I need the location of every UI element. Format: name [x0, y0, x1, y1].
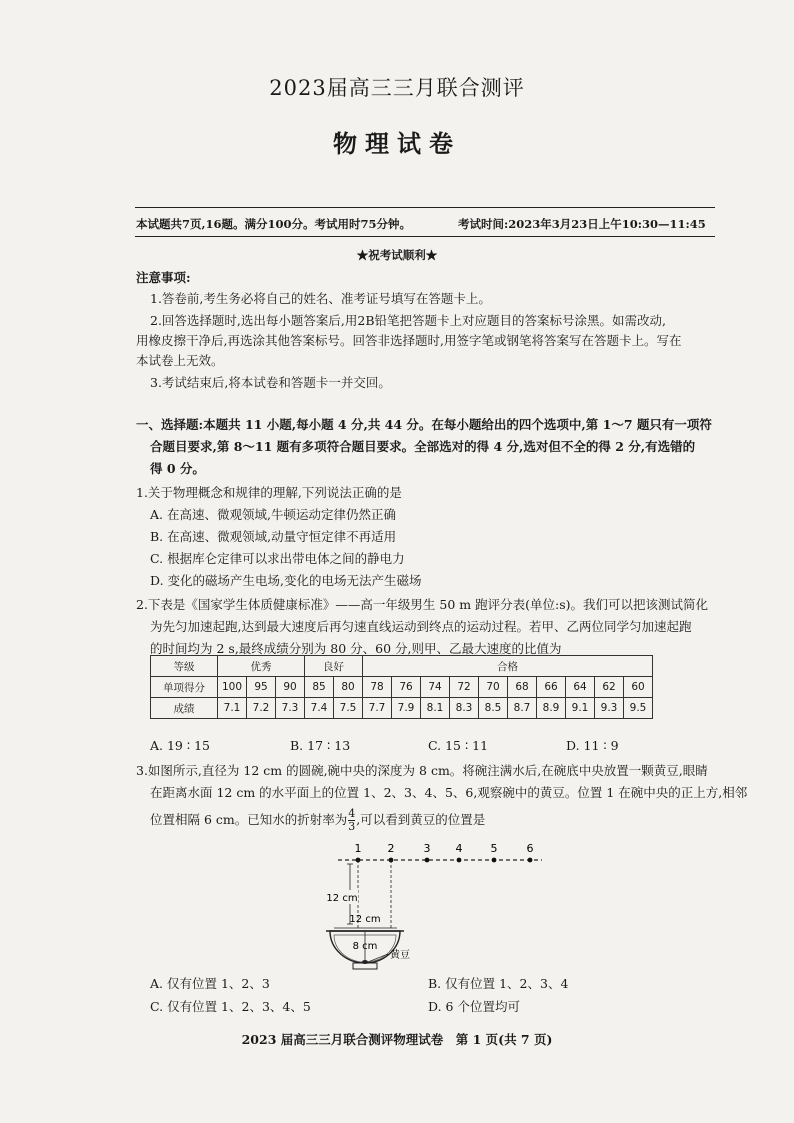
table-cell: 7.9 — [392, 698, 421, 719]
table-cell: 7.5 — [334, 698, 363, 719]
position-label: 1 — [354, 842, 362, 855]
exam-info: 本试题共7页,16题。满分100分。考试用时75分钟。 — [136, 217, 412, 231]
exam-subtitle: 物理试卷 — [333, 129, 461, 158]
table-cell: 66 — [537, 677, 566, 698]
notice-item: 1.答卷前,考生务必将自己的姓名、准考证号填写在答题卡上。 — [150, 291, 491, 306]
table-cell: 70 — [479, 677, 508, 698]
section-heading: 一、选择题:本题共 11 小题,每小题 4 分,共 44 分。在每小题给出的四个选项中,第 1～7 题只有一项符 — [136, 417, 712, 432]
table-cell: 78 — [363, 677, 392, 698]
table-cell: 74 — [421, 677, 450, 698]
exam-title: 2023届高三三月联合测评 — [269, 76, 525, 100]
q3-option-d: D. 6 个位置均可 — [428, 999, 520, 1014]
height-label: 12 cm — [326, 893, 358, 904]
table-cell: 8.5 — [479, 698, 508, 719]
q3-stem-cont — [150, 808, 485, 833]
table-cell: 60 — [624, 677, 653, 698]
bean-icon — [362, 960, 368, 964]
notice-item: 本试卷上无效。 — [136, 353, 224, 368]
q3-option-c: C. 仅有位置 1、2、3、4、5 — [150, 999, 311, 1014]
info-rule — [135, 236, 715, 237]
q1-option-b: B. 在高速、微观领域,动量守恒定律不再适用 — [150, 529, 397, 544]
table-cell: 8.9 — [537, 698, 566, 719]
exam-time: 考试时间:2023年3月23日上午10:30—11:45 — [458, 217, 706, 231]
table-cell: 80 — [334, 677, 363, 698]
fraction-numerator: 4 — [348, 807, 356, 820]
table-cell: 62 — [595, 677, 624, 698]
bowl-diagram — [320, 838, 550, 973]
table-cell: 100 — [218, 677, 247, 698]
position-dot — [528, 858, 533, 863]
table-cell: 7.4 — [305, 698, 334, 719]
position-label: 2 — [387, 842, 395, 855]
table-cell: 64 — [566, 677, 595, 698]
table-cell: 68 — [508, 677, 537, 698]
good-luck-banner: ★祝考试顺利★ — [356, 248, 438, 262]
width-label: 12 cm — [349, 914, 381, 925]
table-cell: 72 — [450, 677, 479, 698]
q1-option-a: A. 在高速、微观领域,牛顿运动定律仍然正确 — [150, 507, 396, 522]
q3-stem-cont: 在距离水面 12 cm 的水平面上的位置 1、2、3、4、5、6,观察碗中的黄豆。位置 1 在碗中央的正上方,相邻 — [150, 785, 748, 800]
fraction-denominator: 3 — [348, 820, 356, 833]
q2-stem: 2.下表是《国家学生体质健康标准》——高一年级男生 50 m 跑评分表(单位:s)。我们可以把该测试简化 — [136, 597, 708, 612]
q3-stem-text: ,可以看到黄豆的位置是 — [356, 812, 486, 827]
table-cell: 9.3 — [595, 698, 624, 719]
table-cell: 90 — [276, 677, 305, 698]
section-heading-cont: 得 0 分。 — [150, 461, 205, 476]
q2-stem-cont: 为先匀加速起跑,达到最大速度后再匀速直线运动到终点的运动过程。若甲、乙两位同学匀加速起跑 — [150, 619, 692, 634]
notice-heading: 注意事项: — [136, 270, 191, 285]
q2-stem-cont: 的时间均为 2 s,最终成绩分别为 80 分、60 分,则甲、乙最大速度的比值为 — [150, 641, 562, 656]
table-row — [151, 698, 653, 719]
table-cell: 8.7 — [508, 698, 537, 719]
table-cell: 合格 — [363, 656, 653, 677]
q3-option-b: B. 仅有位置 1、2、3、4 — [428, 976, 569, 991]
table-cell: 7.7 — [363, 698, 392, 719]
table-cell: 7.1 — [218, 698, 247, 719]
q1-option-d: D. 变化的磁场产生电场,变化的电场无法产生磁场 — [150, 573, 422, 588]
position-dot — [457, 858, 462, 863]
top-rule — [135, 207, 715, 208]
q2-option-b: B. 17 ∶ 13 — [290, 738, 351, 753]
table-cell: 9.1 — [566, 698, 595, 719]
grade-table — [150, 655, 653, 719]
bean-label: 黄豆 — [390, 950, 410, 961]
q3-option-a: A. 仅有位置 1、2、3 — [150, 976, 270, 991]
position-label: 4 — [455, 842, 463, 855]
position-label: 3 — [423, 842, 431, 855]
position-label: 6 — [526, 842, 534, 855]
table-cell: 8.3 — [450, 698, 479, 719]
table-cell: 优秀 — [218, 656, 305, 677]
q2-option-c: C. 15 ∶ 11 — [428, 738, 489, 753]
table-cell: 7.2 — [247, 698, 276, 719]
table-cell: 95 — [247, 677, 276, 698]
notice-item: 用橡皮擦干净后,再选涂其他答案标号。回答非选择题时,用签字笔或钢笔将答案写在答题卡上。写在 — [136, 333, 682, 348]
table-cell: 76 — [392, 677, 421, 698]
position-label: 5 — [490, 842, 498, 855]
table-row — [151, 656, 653, 677]
table-cell: 85 — [305, 677, 334, 698]
table-cell: 成绩 — [151, 698, 218, 719]
position-dot — [492, 858, 497, 863]
notice-item: 2.回答选择题时,选出每小题答案后,用2B铅笔把答题卡上对应题目的答案标号涂黑。如需改动, — [150, 313, 666, 328]
position-dot — [425, 858, 430, 863]
table-cell: 7.3 — [276, 698, 305, 719]
table-cell: 9.5 — [624, 698, 653, 719]
q2-option-d: D. 11 ∶ 9 — [566, 738, 619, 753]
q3-stem: 3.如图所示,直径为 12 cm 的圆碗,碗中央的深度为 8 cm。将碗注满水后,在碗底中央放置一颗黄豆,眼睛 — [136, 763, 708, 778]
notice-item: 3.考试结束后,将本试卷和答题卡一并交回。 — [150, 375, 391, 390]
q2-option-a: A. 19 ∶ 15 — [150, 738, 210, 753]
page-footer: 2023 届高三三月联合测评物理试卷 第 1 页(共 7 页) — [241, 1032, 553, 1047]
q3-stem-text: 位置相隔 6 cm。已知水的折射率为 — [150, 812, 348, 827]
q1-option-c: C. 根据库仑定律可以求出带电体之间的静电力 — [150, 551, 405, 566]
section-heading-cont: 合题目要求,第 8～11 题有多项符合题目要求。全部选对的得 4 分,选对但不全的得 2 分,有选错的 — [150, 439, 696, 454]
table-cell: 等级 — [151, 656, 218, 677]
depth-label: 8 cm — [352, 941, 378, 952]
table-cell: 良好 — [305, 656, 363, 677]
refractive-index-fraction — [348, 808, 355, 833]
table-row — [151, 677, 653, 698]
table-cell: 单项得分 — [151, 677, 218, 698]
q1-stem: 1.关于物理概念和规律的理解,下列说法正确的是 — [136, 485, 402, 500]
table-cell: 8.1 — [421, 698, 450, 719]
